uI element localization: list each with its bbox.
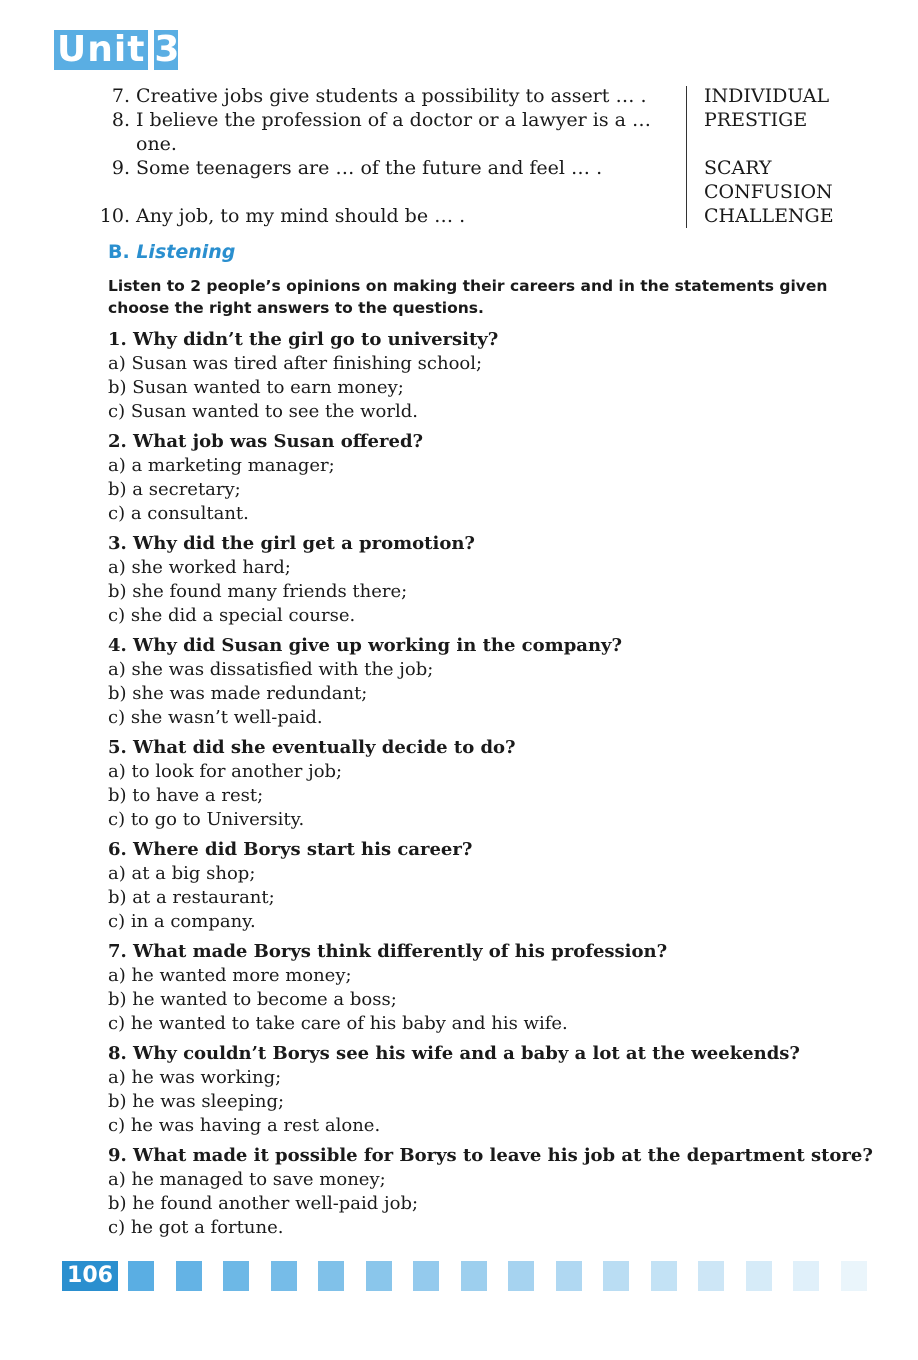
question xyxy=(108,736,868,832)
unit-number: 3 xyxy=(154,29,181,70)
question xyxy=(108,838,868,934)
question xyxy=(108,1144,873,1240)
answer-option: b) a secretary; xyxy=(108,479,241,500)
answer-option: a) she was dissatisfied with the job; xyxy=(108,659,434,680)
word-bank-item: CHALLENGE xyxy=(704,205,834,227)
section-name: Listening xyxy=(136,241,236,263)
item-text: Some teenagers are … of the future and feel … . xyxy=(136,157,603,179)
item-text: Any job, to my mind should be … . xyxy=(136,205,466,227)
decorative-square xyxy=(318,1261,344,1291)
answer-option: b) he wanted to become a boss; xyxy=(108,989,397,1010)
decorative-square xyxy=(366,1261,392,1291)
question-title: 1. Why didn’t the girl go to university? xyxy=(108,329,499,350)
question xyxy=(108,532,868,628)
word-bank-item: INDIVIDUAL xyxy=(704,85,830,107)
answer-option: c) he got a fortune. xyxy=(108,1217,284,1238)
fill-in-item xyxy=(96,108,681,156)
answer-option: a) a marketing manager; xyxy=(108,455,335,476)
decorative-square xyxy=(271,1261,297,1291)
answer-option: a) to look for another job; xyxy=(108,761,343,782)
question-title: 8. Why couldn’t Borys see his wife and a baby a lot at the weekends? xyxy=(108,1043,800,1064)
answer-option: a) at a big shop; xyxy=(108,863,256,884)
unit-label: Unit xyxy=(54,30,148,70)
word-bank-item: CONFUSION xyxy=(704,181,833,203)
decorative-square xyxy=(508,1261,534,1291)
decorative-square xyxy=(223,1261,249,1291)
item-text: Creative jobs give students a possibility to assert … . xyxy=(136,85,647,107)
answer-option: c) Susan wanted to see the world. xyxy=(108,401,418,422)
question xyxy=(108,940,868,1036)
decorative-square xyxy=(413,1261,439,1291)
answer-option: c) she wasn’t well-paid. xyxy=(108,707,323,728)
answer-option: b) at a restaurant; xyxy=(108,887,275,908)
item-text-continued: one. xyxy=(136,133,177,155)
word-bank-item: PRESTIGE xyxy=(704,109,808,131)
word-bank xyxy=(704,84,834,228)
answer-option: a) Susan was tired after finishing school; xyxy=(108,353,483,374)
question-title: 2. What job was Susan offered? xyxy=(108,431,424,452)
item-number: 8. xyxy=(111,109,130,131)
question-title: 5. What did she eventually decide to do? xyxy=(108,737,516,758)
unit-header xyxy=(54,29,181,70)
question-title: 9. What made it possible for Borys to leave his job at the department store? xyxy=(108,1145,873,1166)
answer-option: b) he found another well-paid job; xyxy=(108,1193,419,1214)
answer-option: c) he was having a rest alone. xyxy=(108,1115,381,1136)
decorative-square xyxy=(746,1261,772,1291)
page-footer xyxy=(62,1261,902,1291)
answer-option: a) he wanted more money; xyxy=(108,965,352,986)
item-text: I believe the profession of a doctor or a lawyer is a … xyxy=(136,109,652,131)
question-list xyxy=(108,328,873,1246)
page-number: 106 xyxy=(62,1261,118,1291)
question xyxy=(108,328,868,424)
question-title: 3. Why did the girl get a promotion? xyxy=(108,533,475,554)
answer-option: c) he wanted to take care of his baby and his wife. xyxy=(108,1013,568,1034)
item-text-block xyxy=(136,108,681,156)
answer-option: c) in a company. xyxy=(108,911,256,932)
answer-option: a) he managed to save money; xyxy=(108,1169,386,1190)
word-bank-item: SCARY xyxy=(704,157,772,179)
answer-option: b) he was sleeping; xyxy=(108,1091,285,1112)
answer-option: c) a consultant. xyxy=(108,503,249,524)
decorative-square xyxy=(698,1261,724,1291)
question-title: 4. Why did Susan give up working in the company? xyxy=(108,635,623,656)
answer-option: c) to go to University. xyxy=(108,809,305,830)
fill-in-item xyxy=(96,156,681,180)
question xyxy=(108,634,868,730)
answer-option: b) she was made redundant; xyxy=(108,683,368,704)
question xyxy=(108,1042,868,1138)
column-divider xyxy=(686,86,687,228)
decorative-square xyxy=(793,1261,819,1291)
word-bank-spacer xyxy=(704,132,834,156)
instruction-text: Listen to 2 people’s opinions on making their careers and in the statements given choose the right answers to the questions. xyxy=(108,277,828,317)
fill-in-item xyxy=(96,84,681,108)
decorative-square xyxy=(461,1261,487,1291)
item-number: 7. xyxy=(111,85,130,107)
answer-option: a) she worked hard; xyxy=(108,557,291,578)
decorative-square xyxy=(128,1261,154,1291)
answer-option: c) she did a special course. xyxy=(108,605,356,626)
item-number: 9. xyxy=(111,157,130,179)
decorative-square xyxy=(603,1261,629,1291)
fill-in-item xyxy=(96,204,681,228)
answer-option: b) she found many friends there; xyxy=(108,581,408,602)
question-title: 6. Where did Borys start his career? xyxy=(108,839,473,860)
answer-option: b) Susan wanted to earn money; xyxy=(108,377,404,398)
question-title: 7. What made Borys think differently of his profession? xyxy=(108,941,668,962)
decorative-square xyxy=(651,1261,677,1291)
decorative-square xyxy=(556,1261,582,1291)
answer-option: a) he was working; xyxy=(108,1067,282,1088)
item-number: 10. xyxy=(99,205,130,227)
section-title xyxy=(108,239,235,265)
decorative-square xyxy=(841,1261,867,1291)
section-letter: B. xyxy=(108,241,130,263)
answer-option: b) to have a rest; xyxy=(108,785,264,806)
decorative-square xyxy=(176,1261,202,1291)
question xyxy=(108,430,868,526)
fill-in-exercise xyxy=(96,84,856,230)
